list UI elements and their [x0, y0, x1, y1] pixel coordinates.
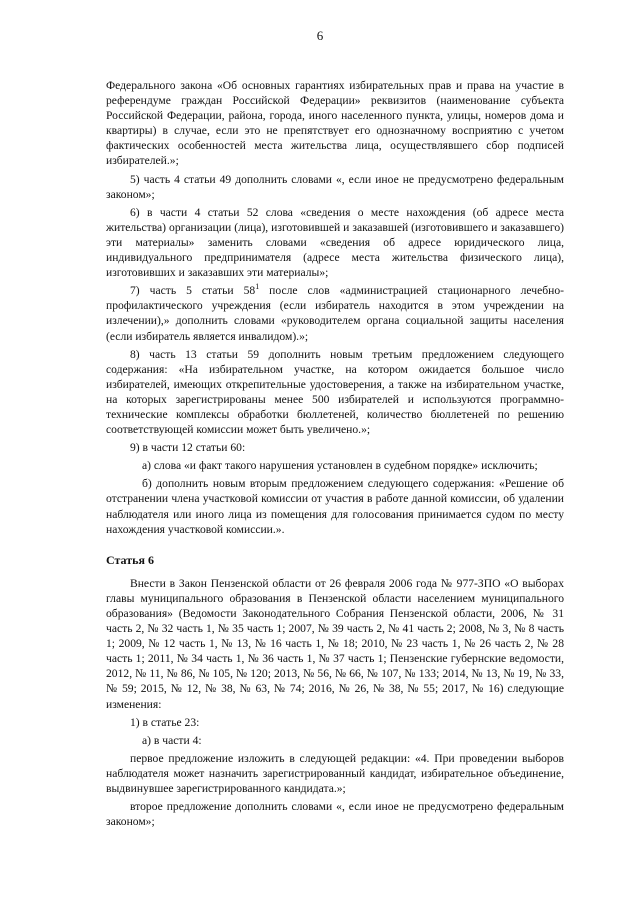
- item-7-text-end: после слов «администрацией стационарного лечебно-профилактического учреждения (если избиратель находится в этом учреждении на излечении),» дополнить словами «руководителем органа социальной защиты населения (если избиратель является инвалидом).»;: [106, 284, 564, 343]
- article-heading: Статья 6: [106, 552, 154, 567]
- paragraph-item-5: 5) часть 4 статьи 49 дополнить словами «, если иное не предусмотрено федеральным законом»;: [106, 172, 564, 201]
- paragraph-item-7: [106, 283, 564, 343]
- paragraph-item-9: 9) в части 12 статьи 60:: [130, 441, 246, 455]
- item-7-superscript: 1: [255, 282, 260, 292]
- paragraph-second-sentence: второе предложение дополнить словами «, если иное не предусмотрено федеральным законом»;: [106, 800, 564, 829]
- paragraph-item-6: 6) в части 4 статьи 52 слова «сведения о месте нахождения (об адресе места жительства) организации (лица), изготовившей и заказавшей (изготовившего и заказавшего) эти материалы» заменить словами «сведения об адресе юридического лица, индивидуального предпринимателя (адресе места жительства физического лица), изготовивших и заказавших эти материалы»;: [106, 205, 564, 280]
- paragraph-continuation: Федерального закона «Об основных гарантиях избирательных прав и права на участие в референдуме граждан Российской Федерации» реквизитов (наименование субъекта Российской Федерации, района, города, иного населенного пункта, улицы, номеров дома и квартиры) в случае, если это не препятствует его однозначному восприятию с учетом фактических особенностей места жительства лица, осуществлявшего сбор подписей избирателей.»;: [106, 79, 564, 168]
- paragraph-subitem-b: б) дополнить новым вторым предложением следующего содержания: «Решение об отстранении члена участковой комиссии от участия в работе данной комиссии, об удалении наблюдателя или иного лица из помещения для голосования принимается судом по месту нахождения участковой комиссии.».: [106, 477, 564, 536]
- page-number: 6: [316, 28, 324, 43]
- paragraph-item-1: 1) в статье 23:: [130, 715, 200, 729]
- document-body: [106, 78, 564, 832]
- paragraph-article-intro: Внести в Закон Пензенской области от 26 февраля 2006 года № 977-ЗПО «О выборах главы муниципального образования в Пензенской области населением муниципального образования» (Ведомости Законодательного Собрания Пензенской области, 2006, № 31 часть 2, № 32 часть 1, № 35 часть 1; 2007, № 39 часть 2, № 41 часть 2; 2008, № 3, № 8 часть 1; 2009, № 12 часть 1, № 13, № 16 часть 1, № 18; 2010, № 23 часть 1, № 26 часть 2, № 28 часть 1; 2011, № 34 часть 1, № 36 часть 1, № 37 часть 1; Пензенские губернские ведомости, 2012, № 11, № 86, № 105, № 120; 2013, № 56, № 66, № 107, № 133; 2014, № 13, № 19, № 33, № 59; 2015, № 12, № 38, № 63, № 74; 2016, № 26, № 38, № 55; 2017, № 16) следующие изменения:: [106, 576, 564, 711]
- paragraph-first-sentence: первое предложение изложить в следующей редакции: «4. При проведении выборов наблюдателя может назначить зарегистрированный кандидат, избирательное объединение, выдвинувшее зарегистрированного кандидата.»;: [106, 751, 564, 796]
- item-7-text-start: 7) часть 5 статьи 58: [130, 284, 256, 298]
- paragraph-item-8: 8) часть 13 статьи 59 дополнить новым третьим предложением следующего содержания: «На избирательном участке, на котором ожидается большое число избирателей, имеющих открепительные удостоверения, а также на избирательном участке, на которых зарегистрированы менее 500 избирателей и используются программно-технические комплексы обработки бюллетеней, количество бюллетеней по решению соответствующей комиссии может быть увеличено.»;: [106, 347, 564, 437]
- paragraph-subitem-a: а) слова «и факт такого нарушения установлен в судебном порядке» исключить;: [142, 459, 538, 473]
- paragraph-subitem-a-part4: а) в части 4:: [142, 733, 202, 747]
